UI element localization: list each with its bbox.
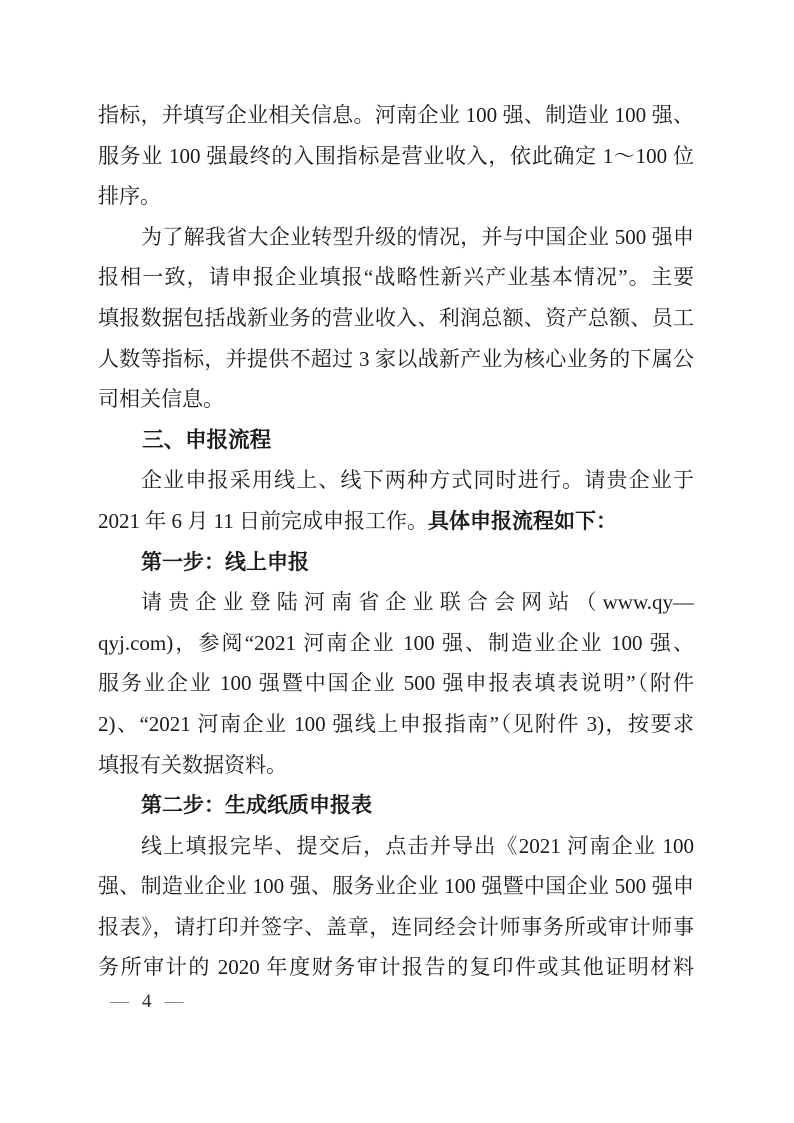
footer-dash-right: — bbox=[164, 991, 184, 1012]
bold-text-segment: 具体申报流程如下： bbox=[427, 509, 617, 533]
text-line: 人数等指标，并提供不超过 3 家以战新产业为核心业务的下属公 bbox=[98, 346, 694, 371]
page-number: 4 bbox=[142, 991, 152, 1012]
footer-dash-left: — bbox=[110, 991, 129, 1012]
text-line: 2)、“2021 河南企业 100 强线上申报指南”（见附件 3)，按要求 bbox=[98, 711, 694, 736]
text-line: 填报数据包括战新业务的营业收入、利润总额、资产总额、员工 bbox=[98, 305, 694, 330]
text-line: 报表》，请打印并签字、盖章，连同经会计师事务所或审计师事 bbox=[98, 914, 694, 939]
text-line: 为了解我省大企业转型升级的情况，并与中国企业 500 强申 bbox=[141, 224, 694, 249]
text-line bbox=[98, 501, 694, 542]
section-heading: 三、申报流程 bbox=[142, 427, 272, 452]
text-line: 强、制造业企业 100 强、服务业企业 100 强暨中国企业 500 强申 bbox=[98, 874, 694, 899]
step-heading: 第二步：生成纸质申报表 bbox=[141, 793, 373, 818]
text-line: qyj.com)，参阅“2021 河南企业 100 强、制造业企业 100 强、 bbox=[98, 630, 694, 655]
text-line: 线上填报完毕、提交后，点击并导出《2021 河南企业 100 bbox=[141, 833, 694, 858]
text-line: 请贵企业登陆河南省企业联合会网站（www.qy— bbox=[141, 590, 694, 615]
text-line: 服务业 100 强最终的入围指标是营业收入，依此确定 1～100 位 bbox=[98, 143, 694, 168]
text-line: 报相一致，请申报企业填报“战略性新兴产业基本情况”。主要 bbox=[98, 265, 694, 290]
text-line: 务所审计的 2020 年度财务审计报告的复印件或其他证明材料 bbox=[98, 955, 694, 980]
text-line: 司相关信息。 bbox=[98, 387, 224, 412]
text-line: 服务业企业 100 强暨中国企业 500 强申报表填表说明”（附件 bbox=[98, 671, 694, 696]
step-heading: 第一步：线上申报 bbox=[141, 549, 310, 574]
document-body bbox=[98, 95, 694, 988]
text-line: 排序。 bbox=[98, 184, 161, 209]
text-line: 企业申报采用线上、线下两种方式同时进行。请贵企业于 bbox=[141, 468, 694, 493]
text-line: 填报有关数据资料。 bbox=[98, 752, 287, 777]
text-line: 指标，并填写企业相关信息。河南企业 100 强、制造业 100 强、 bbox=[98, 103, 694, 127]
text-segment: 2021 年 6 月 11 日前完成申报工作。 bbox=[98, 508, 428, 533]
page-footer bbox=[110, 988, 184, 1016]
